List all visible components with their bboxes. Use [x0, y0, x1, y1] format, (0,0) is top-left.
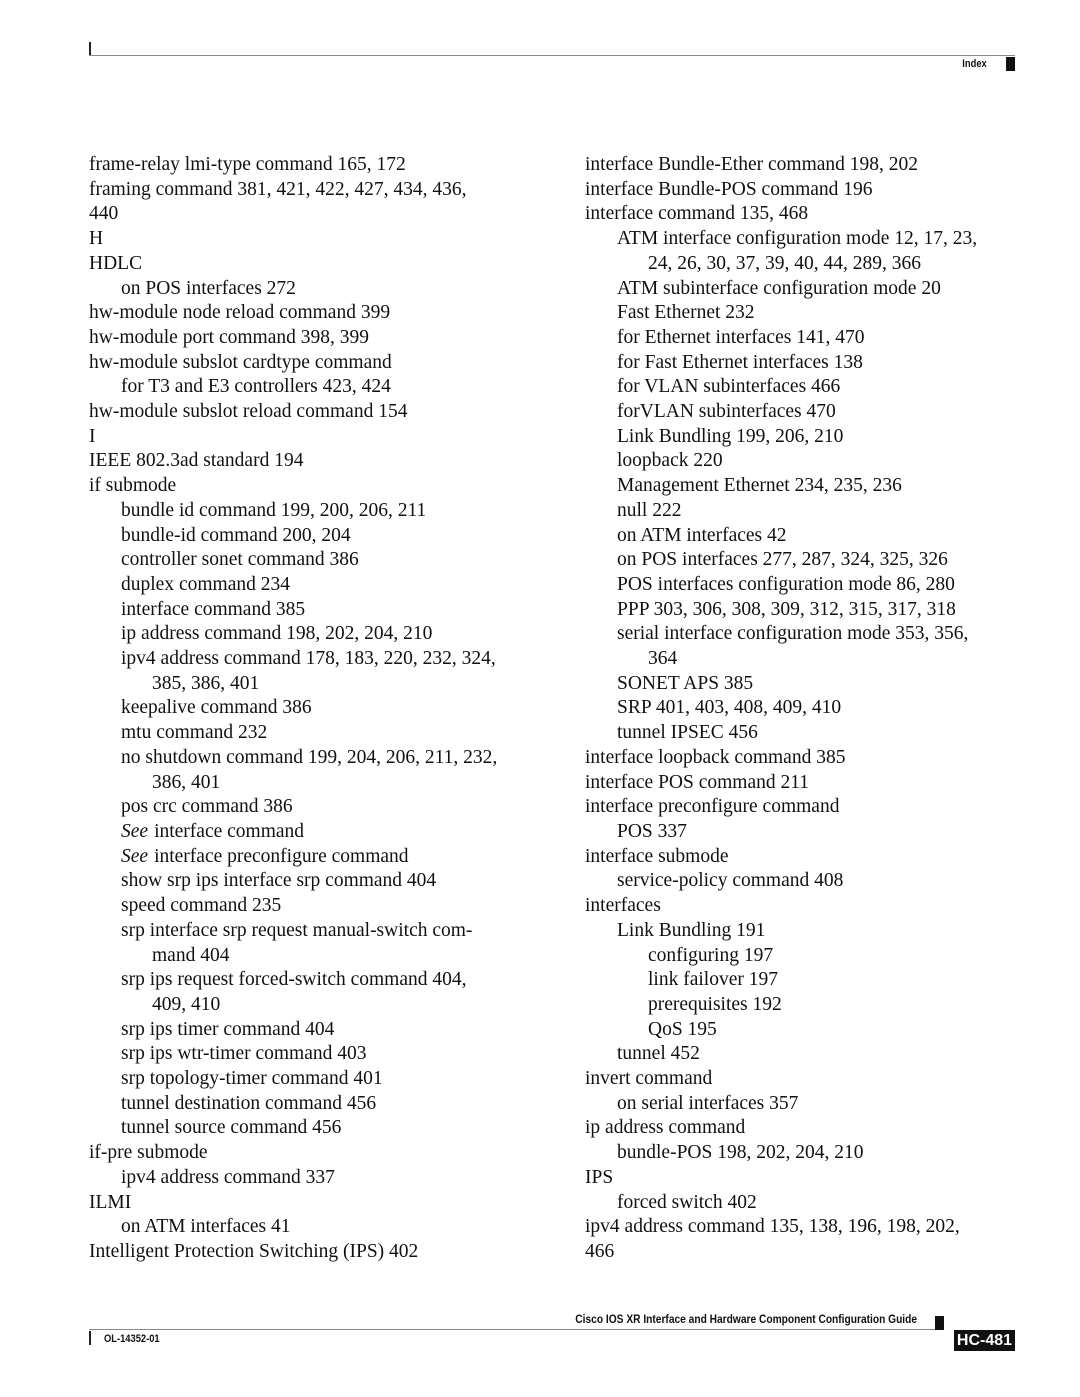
index-entry-text: 466 — [585, 1240, 615, 1262]
index-entry — [89, 647, 529, 672]
index-entry-text: I — [89, 425, 96, 447]
index-entry-text: for Fast Ethernet interfaces 138 — [617, 351, 863, 373]
index-entry-text: IPS — [585, 1166, 614, 1188]
index-entry — [89, 301, 529, 326]
index-entry-text: interface POS command 211 — [585, 771, 810, 793]
index-entry-text: keepalive command 386 — [121, 697, 312, 719]
index-entry-text: ATM subinterface configuration mode 20 — [617, 277, 941, 299]
index-entry-text: H — [89, 228, 104, 250]
index-entry — [89, 449, 529, 474]
index-entry-text: POS interfaces configuration mode 86, 280 — [617, 573, 955, 595]
index-entry — [585, 375, 1025, 400]
index-entry — [89, 919, 529, 944]
index-entry — [585, 894, 1025, 919]
index-entry — [585, 178, 1025, 203]
index-entry-text: ipv4 address command 135, 138, 196, 198, 202, — [585, 1216, 960, 1238]
index-entry-text: 364 — [648, 648, 678, 670]
index-entry-text: Fast Ethernet 232 — [617, 302, 755, 324]
index-entry-text: tunnel source command 456 — [121, 1117, 342, 1139]
index-column-right — [585, 153, 1025, 1265]
index-entry-text: 440 — [89, 203, 119, 225]
footer-block-marker — [935, 1316, 944, 1330]
index-entry — [585, 1166, 1025, 1191]
index-entry-text: prerequisites 192 — [648, 993, 782, 1015]
index-entry-text: ipv4 address command 178, 183, 220, 232, 324, — [121, 648, 496, 670]
index-entry — [585, 252, 1025, 277]
index-entry-text: pos crc command 386 — [121, 796, 293, 818]
index-entry-text: mtu command 232 — [121, 722, 268, 744]
index-entry-text: SRP 401, 403, 408, 409, 410 — [617, 697, 842, 719]
index-entry — [89, 252, 529, 277]
index-entry — [585, 351, 1025, 376]
index-entry-text: interface Bundle-Ether command 198, 202 — [585, 154, 919, 175]
index-entry-text: interface command 135, 468 — [585, 203, 809, 225]
index-entry — [89, 153, 529, 178]
index-entry-text: ILMI — [89, 1191, 132, 1213]
index-entry — [89, 474, 529, 499]
index-entry — [585, 919, 1025, 944]
index-entry — [89, 845, 529, 870]
index-entry — [585, 1092, 1025, 1117]
index-entry — [89, 869, 529, 894]
index-entry — [89, 400, 529, 425]
index-entry-text: ipv4 address command 337 — [121, 1166, 335, 1188]
index-entry — [585, 524, 1025, 549]
index-entry-text: for VLAN subinterfaces 466 — [617, 376, 841, 398]
index-entry — [89, 425, 529, 450]
index-entry — [585, 499, 1025, 524]
index-entry-text: srp interface srp request manual-switch com- — [121, 919, 473, 941]
index-entry-text: interface command 385 — [121, 598, 306, 620]
index-entry — [585, 548, 1025, 573]
index-entry-text: interface preconfigure command — [154, 845, 409, 867]
index-entry — [585, 622, 1025, 647]
index-entry-text: srp ips timer command 404 — [121, 1018, 335, 1040]
index-entry-text: invert command — [585, 1068, 713, 1090]
index-entry — [585, 425, 1025, 450]
index-entry — [89, 1166, 529, 1191]
index-entry — [89, 721, 529, 746]
index-entry-text: SONET APS 385 — [617, 672, 754, 694]
index-entry — [585, 1191, 1025, 1216]
index-entry-text: IEEE 802.3ad standard 194 — [89, 450, 304, 472]
index-entry-text: on ATM interfaces 41 — [121, 1216, 291, 1238]
index-entry-text: tunnel destination command 456 — [121, 1092, 377, 1114]
index-entry-text: link failover 197 — [648, 969, 778, 991]
index-entry — [89, 277, 529, 302]
index-entry-text: interfaces — [585, 895, 661, 917]
index-entry-text: tunnel 452 — [617, 1043, 700, 1065]
index-entry — [585, 449, 1025, 474]
index-entry — [89, 1018, 529, 1043]
index-entry — [89, 1116, 529, 1141]
index-entry-text: on serial interfaces 357 — [617, 1092, 799, 1114]
section-label: Index — [962, 58, 987, 70]
index-entry — [585, 968, 1025, 993]
see-reference-label: See — [121, 820, 149, 842]
index-entry — [89, 968, 529, 993]
index-entry-text: Link Bundling 199, 206, 210 — [617, 425, 844, 447]
index-entry — [89, 524, 529, 549]
index-entry — [585, 153, 1025, 178]
index-entry-text: srp ips wtr-timer command 403 — [121, 1043, 367, 1065]
index-entry-text: for T3 and E3 controllers 423, 424 — [121, 376, 391, 398]
index-entry — [585, 474, 1025, 499]
index-entry — [89, 1215, 529, 1240]
index-entry — [89, 696, 529, 721]
index-entry — [585, 845, 1025, 870]
index-entry — [89, 1240, 529, 1265]
index-entry-text: controller sonet command 386 — [121, 549, 359, 571]
index-entry — [89, 771, 529, 796]
index-entry — [585, 672, 1025, 697]
index-entry — [585, 1067, 1025, 1092]
index-entry — [585, 721, 1025, 746]
index-entry-text: bundle-id command 200, 204 — [121, 524, 351, 546]
header-rule — [89, 55, 1015, 56]
index-entry — [89, 499, 529, 524]
index-entry — [89, 993, 529, 1018]
index-entry-text: 409, 410 — [152, 993, 221, 1015]
index-entry — [585, 1042, 1025, 1067]
index-entry-text: on ATM interfaces 42 — [617, 524, 787, 546]
index-entry — [585, 202, 1025, 227]
index-entry-text: Management Ethernet 234, 235, 236 — [617, 475, 902, 497]
index-entry-text: interface preconfigure command — [585, 796, 840, 818]
index-entry-text: forced switch 402 — [617, 1191, 757, 1213]
index-entry — [585, 1116, 1025, 1141]
index-entry — [585, 227, 1025, 252]
index-entry-text: if-pre submode — [89, 1142, 208, 1164]
index-entry — [585, 820, 1025, 845]
index-entry — [585, 1240, 1025, 1265]
footer-tick-mark — [89, 1331, 91, 1345]
index-entry — [89, 548, 529, 573]
index-entry-text: duplex command 234 — [121, 573, 290, 595]
header-block-marker — [1006, 57, 1015, 71]
index-entry — [89, 178, 529, 203]
index-entry — [89, 351, 529, 376]
index-entry — [585, 869, 1025, 894]
index-entry — [585, 598, 1025, 623]
index-entry — [89, 1067, 529, 1092]
index-entry — [89, 746, 529, 771]
index-entry-text: hw-module subslot reload command 154 — [89, 401, 408, 423]
index-entry — [89, 1092, 529, 1117]
index-entry-text: POS 337 — [617, 820, 687, 842]
index-entry — [89, 894, 529, 919]
index-entry-text: 385, 386, 401 — [152, 672, 260, 694]
index-entry-text: ip address command — [585, 1117, 746, 1139]
index-entry — [89, 820, 529, 845]
index-entry — [89, 944, 529, 969]
see-reference-label: See — [121, 845, 149, 867]
index-entry — [89, 202, 529, 227]
index-entry — [89, 573, 529, 598]
index-entry-text: interface submode — [585, 845, 729, 867]
index-entry-text: Intelligent Protection Switching (IPS) 402 — [89, 1240, 419, 1262]
index-entry-text: ATM interface configuration mode 12, 17, 23, — [617, 228, 978, 250]
index-entry-text: mand 404 — [152, 944, 230, 966]
index-entry — [585, 573, 1025, 598]
index-entry — [89, 1191, 529, 1216]
index-entry — [585, 771, 1025, 796]
index-entry-text: 386, 401 — [152, 771, 221, 793]
index-entry-text: interface Bundle-POS command 196 — [585, 178, 873, 200]
index-entry-text: frame-relay lmi-type command 165, 172 — [89, 154, 406, 175]
index-entry-text: interface loopback command 385 — [585, 746, 846, 768]
index-entry — [585, 400, 1025, 425]
index-entry — [585, 795, 1025, 820]
index-entry-text: service-policy command 408 — [617, 870, 844, 892]
index-entry — [89, 1141, 529, 1166]
index-entry-text: srp ips request forced-switch command 404, — [121, 969, 467, 991]
index-entry-text: bundle id command 199, 200, 206, 211 — [121, 499, 427, 521]
index-entry-text: on POS interfaces 277, 287, 324, 325, 326 — [617, 549, 948, 571]
index-entry — [89, 375, 529, 400]
index-entry — [89, 795, 529, 820]
index-entry — [585, 277, 1025, 302]
index-entry — [585, 1018, 1025, 1043]
index-entry-text: bundle-POS 198, 202, 204, 210 — [617, 1142, 864, 1164]
index-entry-text: hw-module subslot cardtype command — [89, 351, 392, 373]
index-entry — [585, 746, 1025, 771]
index-entry — [89, 672, 529, 697]
index-entry-text: Link Bundling 191 — [617, 919, 766, 941]
header-tick-mark — [89, 42, 91, 56]
index-entry-text: hw-module port command 398, 399 — [89, 326, 369, 348]
index-entry — [89, 227, 529, 252]
index-entry-text: no shutdown command 199, 204, 206, 211, 232, — [121, 746, 498, 768]
index-entry-text: 24, 26, 30, 37, 39, 40, 44, 289, 366 — [648, 252, 921, 274]
index-entry-text: QoS 195 — [648, 1018, 717, 1040]
index-entry — [585, 647, 1025, 672]
guide-title: Cisco IOS XR Interface and Hardware Component Configuration Guide — [575, 1312, 917, 1326]
index-entry-text: srp topology-timer command 401 — [121, 1068, 383, 1090]
index-entry — [585, 944, 1025, 969]
index-entry-text: forVLAN subinterfaces 470 — [617, 401, 836, 423]
index-entry — [89, 598, 529, 623]
index-entry-text: loopback 220 — [617, 450, 723, 472]
index-entry-text: ip address command 198, 202, 204, 210 — [121, 623, 433, 645]
doc-number: OL-14352-01 — [104, 1333, 160, 1345]
index-column-left — [89, 153, 529, 1265]
index-entry-text: speed command 235 — [121, 895, 282, 917]
index-entry-text: HDLC — [89, 252, 143, 274]
index-entry-text: configuring 197 — [648, 944, 774, 966]
index-entry-text: framing command 381, 421, 422, 427, 434, 436, — [89, 178, 467, 200]
index-entry — [585, 993, 1025, 1018]
index-entry-text: on POS interfaces 272 — [121, 277, 296, 299]
index-entry — [585, 1215, 1025, 1240]
index-entry-text: interface command — [154, 820, 305, 842]
index-entry-text: hw-module node reload command 399 — [89, 302, 391, 324]
index-entry — [585, 326, 1025, 351]
index-entry — [585, 1141, 1025, 1166]
page-number: HC-481 — [954, 1330, 1015, 1351]
index-entry — [585, 696, 1025, 721]
index-entry — [89, 326, 529, 351]
index-entry-text: for Ethernet interfaces 141, 470 — [617, 326, 865, 348]
index-entry-text: null 222 — [617, 499, 682, 521]
index-entry-text: serial interface configuration mode 353, 356, — [617, 623, 969, 645]
index-entry — [89, 1042, 529, 1067]
index-entry-text: PPP 303, 306, 308, 309, 312, 315, 317, 318 — [617, 598, 956, 620]
index-entry-text: show srp ips interface srp command 404 — [121, 870, 437, 892]
index-entry-text: if submode — [89, 475, 177, 497]
footer-rule — [89, 1329, 935, 1330]
index-entry — [585, 301, 1025, 326]
index-entry-text: tunnel IPSEC 456 — [617, 722, 758, 744]
index-entry — [89, 622, 529, 647]
